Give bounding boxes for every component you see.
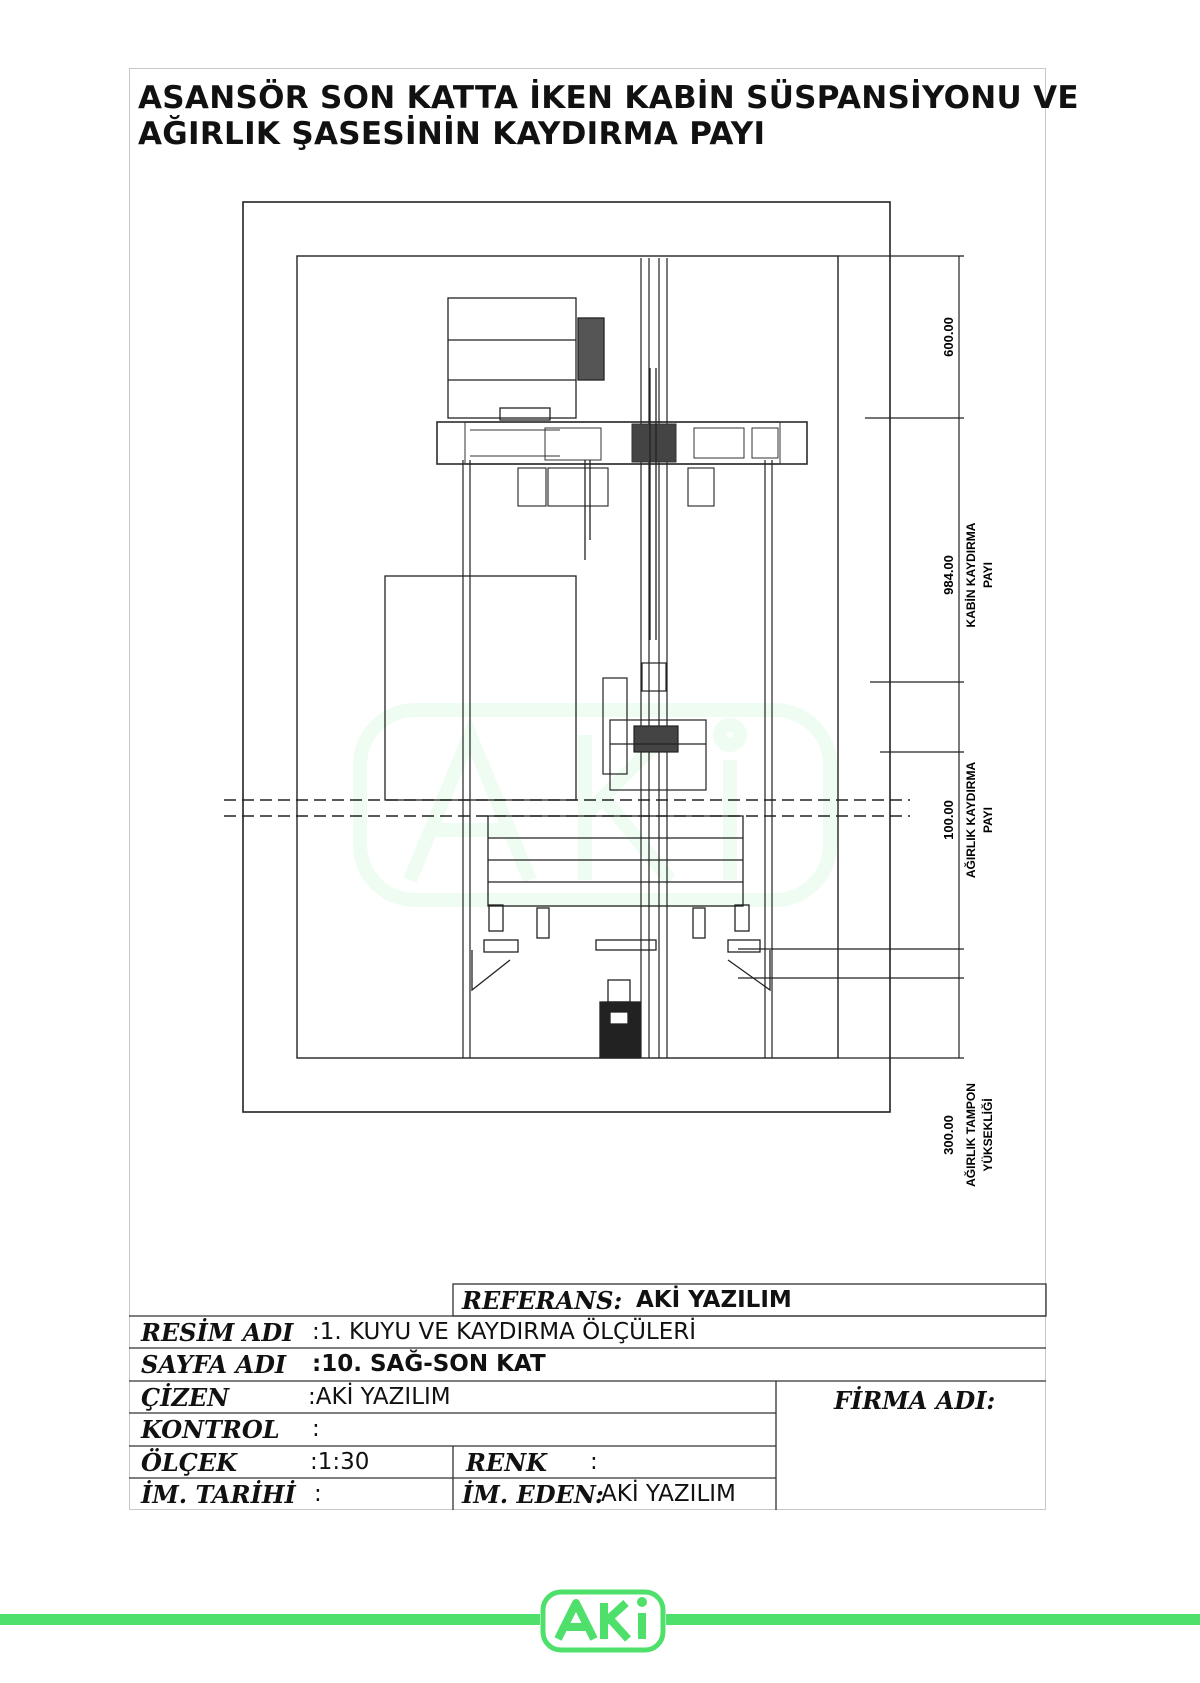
- renk-value: :: [590, 1449, 598, 1475]
- referans-label: REFERANS:: [462, 1286, 623, 1315]
- im-tarihi-label: İM. TARİHİ: [141, 1480, 296, 1509]
- shaft-inner-wall: [297, 256, 838, 1058]
- beam-details: [437, 422, 807, 464]
- firma-adi-label: FİRMA ADI:: [834, 1386, 996, 1415]
- dim-300: [941, 1083, 995, 1187]
- footer-bar-left: [0, 1614, 540, 1625]
- cizen-value: :AKİ YAZILIM: [308, 1384, 451, 1410]
- dim-100-caption-2: PAYI: [981, 806, 995, 834]
- resim-adi-label: RESİM ADI: [141, 1318, 294, 1347]
- car-guide-rails: [463, 460, 772, 1058]
- dim-100-value: 100.00: [941, 800, 956, 840]
- dim-300-value: 300.00: [941, 1115, 956, 1155]
- title-line-1: ASANSÖR SON KATTA İKEN KABİN SÜSPANSİYONU VE: [138, 80, 1079, 116]
- counterweight-frame: [603, 663, 706, 790]
- dim-984-caption-1: KABİN KAYDIRMA: [964, 522, 978, 628]
- olcek-value: :1:30: [310, 1449, 370, 1475]
- dim-984-caption-2: PAYI: [981, 561, 995, 589]
- section-break-lines: [224, 800, 910, 816]
- counterweight-guide-rail: [641, 258, 667, 1058]
- dim-300-caption-2: YÜKSEKLİĞİ: [981, 1098, 995, 1172]
- footer-bar-right: [666, 1614, 1200, 1625]
- referans-value: AKİ YAZILIM: [636, 1287, 792, 1313]
- olcek-label: ÖLÇEK: [141, 1448, 238, 1477]
- aki-watermark: [360, 710, 830, 900]
- resim-adi-value: :1. KUYU VE KAYDIRMA ÖLÇÜLERİ: [312, 1319, 697, 1345]
- dim-100: [941, 762, 995, 879]
- rubber-pads: [518, 468, 714, 506]
- cizen-label: ÇİZEN: [141, 1383, 230, 1412]
- renk-label: RENK: [466, 1448, 548, 1477]
- im-eden-label: İM. EDEN:: [462, 1480, 604, 1509]
- suspension-ropes: [585, 368, 656, 640]
- dim-984: [941, 522, 995, 627]
- kontrol-label: KONTROL: [141, 1415, 280, 1444]
- sayfa-adi-value: :10. SAĞ-SON KAT: [312, 1351, 546, 1377]
- dim-984-value: 984.00: [941, 555, 956, 595]
- kontrol-value: :: [312, 1416, 320, 1442]
- im-eden-value: AKİ YAZILIM: [601, 1481, 736, 1507]
- dim-600: [941, 317, 956, 357]
- im-tarihi-value: :: [314, 1481, 322, 1507]
- aki-footer-logo: [540, 1589, 666, 1653]
- shaft-outer-wall: [243, 202, 890, 1112]
- dim-300-caption-1: AĞIRLIK TAMPON: [964, 1083, 978, 1187]
- dim-600-value: 600.00: [941, 317, 956, 357]
- title-line-2: AĞIRLIK ŞASESİNİN KAYDIRMA PAYI: [138, 116, 766, 152]
- dim-100-caption-1: AĞIRLIK KAYDIRMA: [964, 761, 978, 879]
- sayfa-adi-label: SAYFA ADI: [141, 1350, 287, 1379]
- counterweight-buffer: [600, 980, 640, 1058]
- traction-machine: [448, 298, 604, 420]
